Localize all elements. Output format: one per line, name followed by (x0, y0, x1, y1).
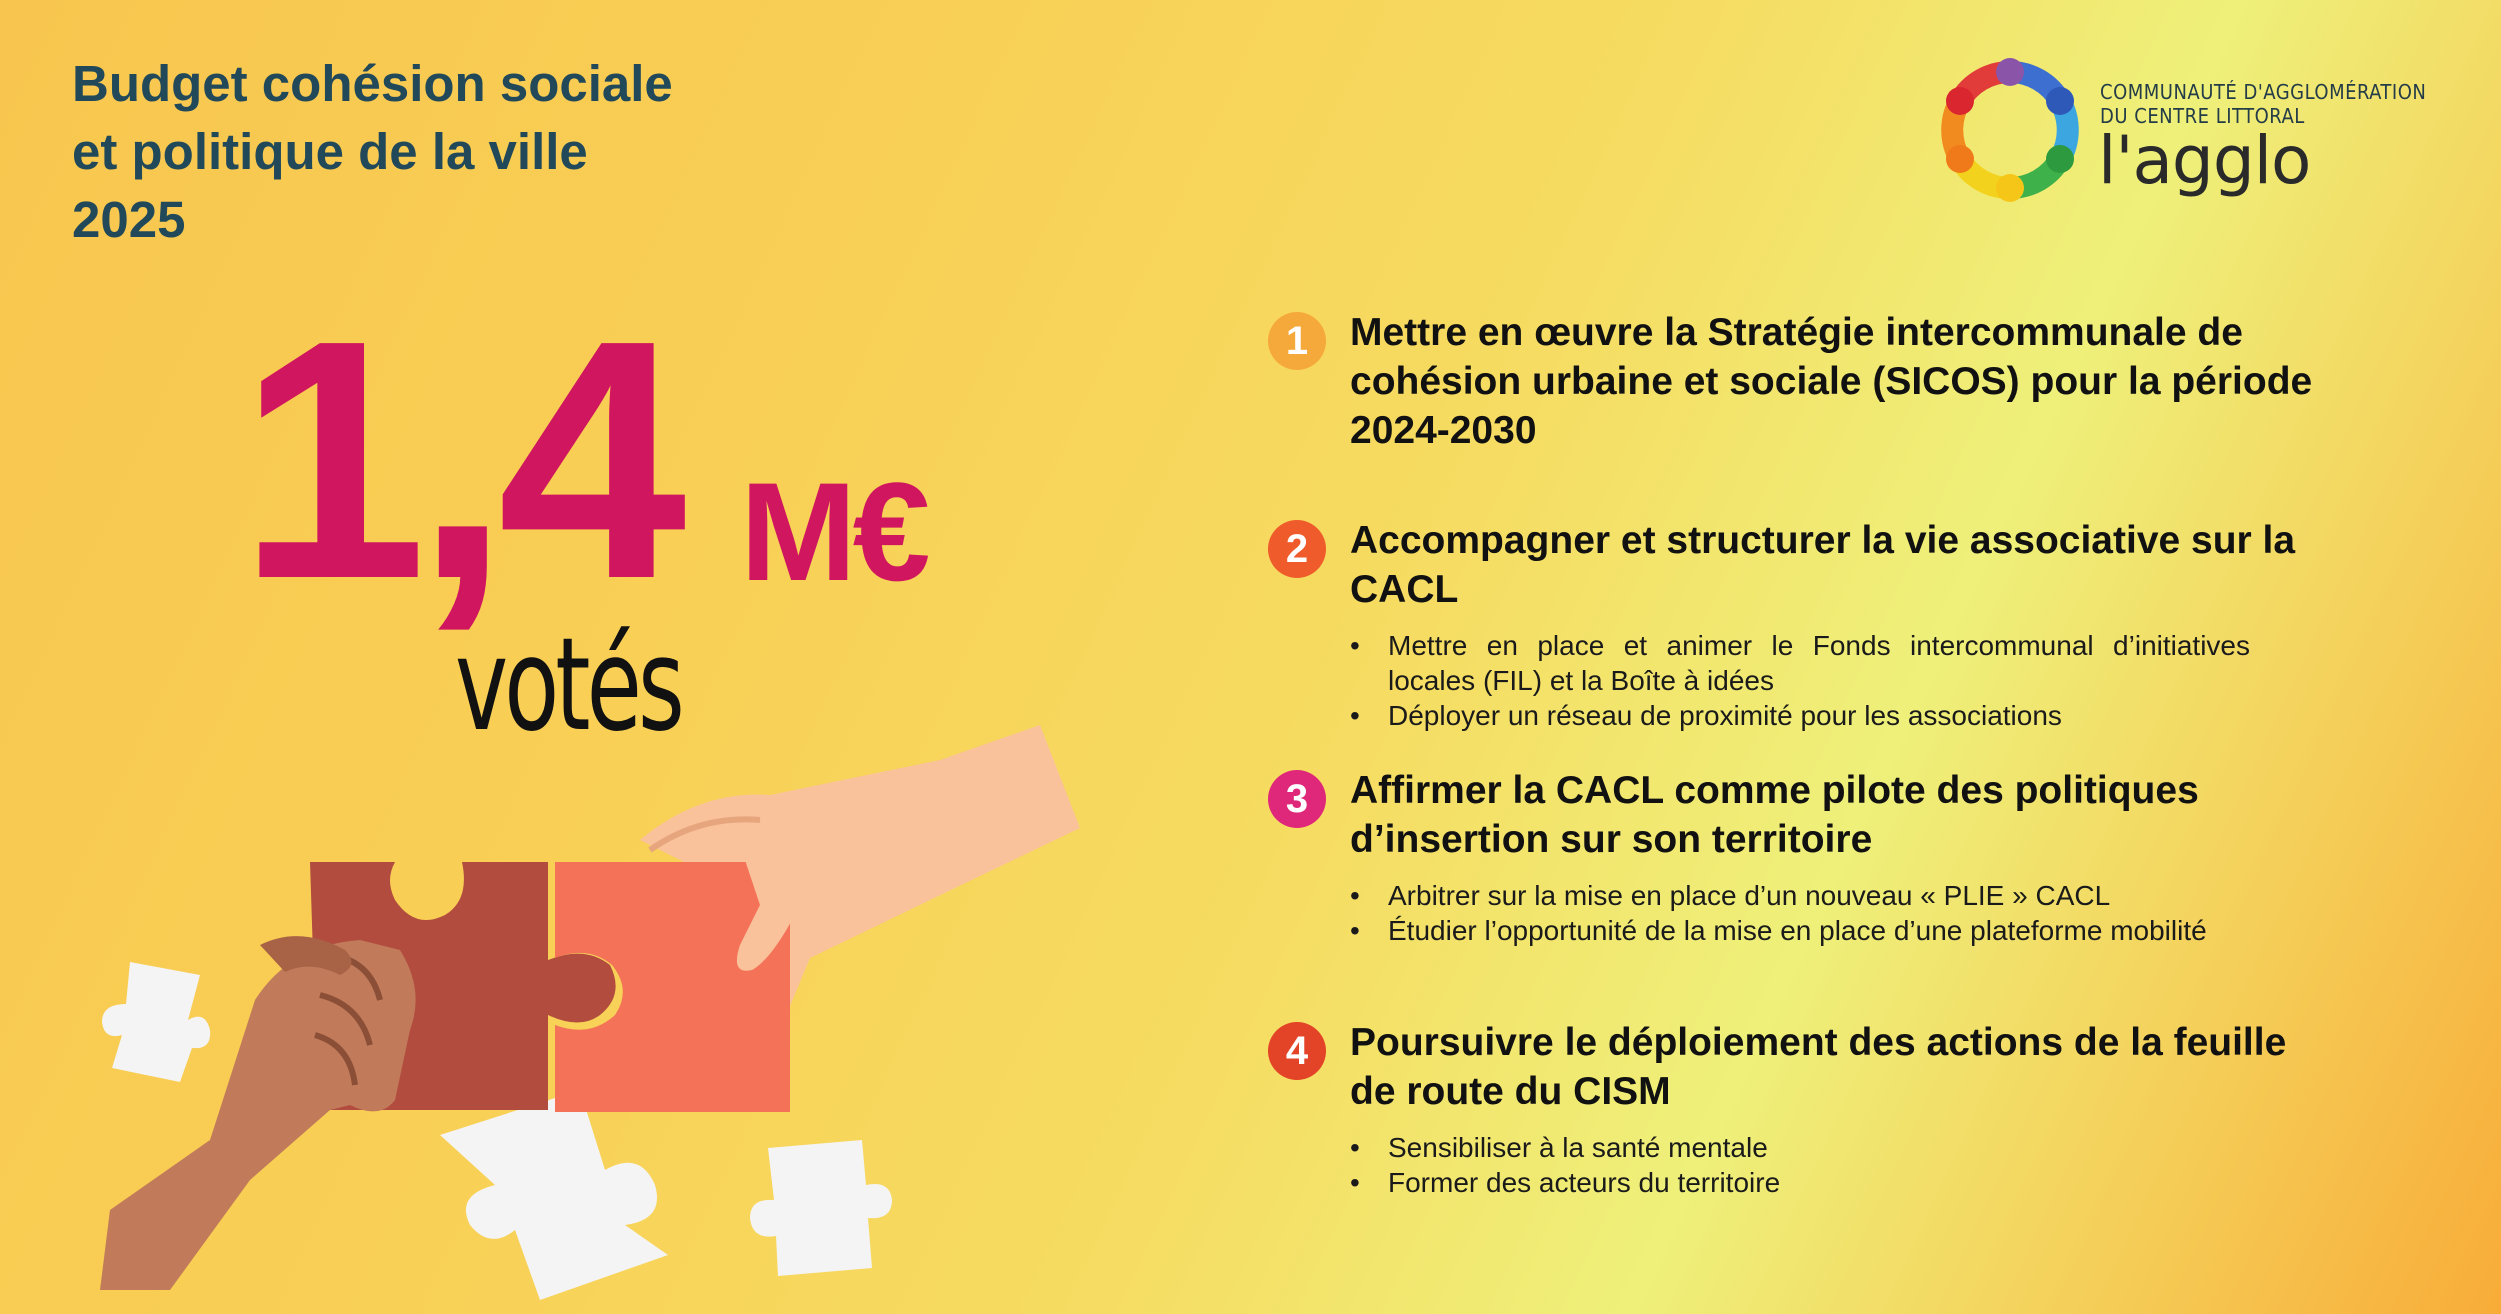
objective-heading-2: Accompagner et structurer la vie associative sur la CACL (1350, 519, 2296, 611)
title-line-3: 2025 (72, 191, 186, 248)
list-item: • Mettre en place et animer le Fonds intercommunal d’initiatives locales (FIL) et la Boîte à idées (1350, 628, 2250, 698)
objective-item-1 (1268, 308, 2318, 455)
puzzle-hands-illustration (0, 0, 1100, 1314)
objective-bullets-3 (1350, 878, 2250, 948)
puzzle-piece-white-large-icon (440, 1090, 668, 1300)
title-line-2: et politique de la ville (72, 123, 588, 180)
agglo-logo (1930, 50, 2450, 210)
objective-bullets-4 (1350, 1130, 2250, 1200)
objective-heading-1: Mettre en œuvre la Stratégie intercommunale de cohésion urbaine et sociale (SICOS) pour la période 2024-2030 (1350, 311, 2313, 452)
objective-heading-3: Affirmer la CACL comme pilote des politiques d’insertion sur son territoire (1350, 769, 2199, 861)
puzzle-piece-white-right-icon (750, 1140, 892, 1276)
objective-number-4: 4 (1268, 1022, 1326, 1080)
objective-number-3: 3 (1268, 770, 1326, 828)
list-item: • Déployer un réseau de proximité pour les associations (1350, 698, 2250, 733)
list-item: • Étudier l’opportunité de la mise en place d’une plateforme mobilité (1350, 913, 2250, 948)
list-item: • Arbitrer sur la mise en place d’un nouveau « PLIE » CACL (1350, 878, 2250, 913)
logo-line-2: DU CENTRE LITTORAL (2100, 104, 2305, 128)
objective-item-3 (1268, 766, 2318, 948)
rainbow-ring-icon (1930, 50, 2090, 210)
objective-item-4 (1268, 1018, 2318, 1200)
budget-amount: 1,4 (238, 270, 675, 650)
list-item: • Sensibiliser à la santé mentale (1350, 1130, 2250, 1165)
list-item: • Former des acteurs du territoire (1350, 1165, 2250, 1200)
objective-number-2: 2 (1268, 520, 1326, 578)
logo-subtitle (2100, 80, 2426, 128)
logo-brand: l'agglo (2098, 122, 2311, 199)
objective-number-1: 1 (1268, 312, 1326, 370)
puzzle-piece-white-small-icon (102, 962, 210, 1082)
title-line-1: Budget cohésion sociale (72, 55, 673, 112)
objective-bullets-2 (1350, 628, 2250, 733)
budget-unit: M€ (740, 453, 927, 610)
budget-caption: votés (455, 611, 681, 760)
objective-heading-4: Poursuivre le déploiement des actions de la feuille de route du CISM (1350, 1021, 2287, 1113)
objective-item-2 (1268, 516, 2318, 733)
logo-line-1: COMMUNAUTÉ D'AGGLOMÉRATION (2100, 80, 2427, 104)
